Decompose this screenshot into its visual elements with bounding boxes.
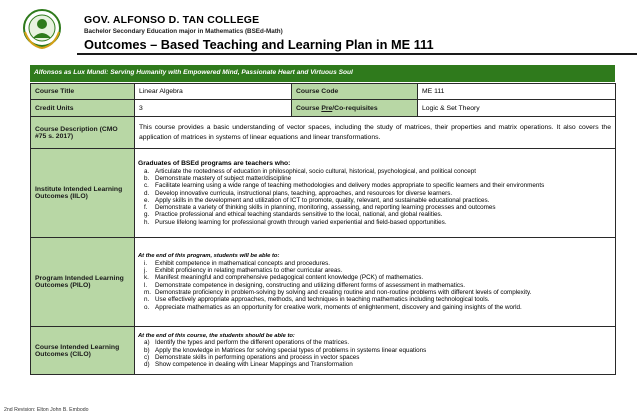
- course-code-label: Course Code: [292, 84, 418, 100]
- pilo-item-marker: m.: [144, 288, 151, 296]
- cilo-item-marker: d): [144, 361, 150, 369]
- pilo-row: [31, 238, 616, 327]
- iilo-lead: Graduates of BSEd programs are teachers who:: [138, 159, 291, 167]
- iilo-item-text: Develop innovative curricula, instructional plans, teaching, approaches, and resources for diverse learners.: [155, 189, 453, 197]
- credit-units-value: 3: [135, 100, 292, 117]
- pilo-item: [138, 304, 612, 311]
- course-description-value: This course provides a basic understanding of vector spaces, including the study of matrices, their properties and matrix operations. It also covers the application of matrices in systems of linear equations and linear transformations.: [135, 117, 616, 149]
- motto-banner: Alfonsos as Lux Mundi: Serving Humanity with Empowered Mind, Passionate Heart and Virtuous Soul: [30, 65, 615, 82]
- cilo-lead: At the end of this course, the students should be able to:: [138, 332, 295, 339]
- iilo-item-text: Facilitate learning using a wide range of teaching methodologies and delivery modes appropriate to specific learners and their environments: [155, 182, 545, 190]
- iilo-item: [138, 190, 612, 197]
- college-seal-icon: [22, 8, 62, 50]
- page-title: Outcomes – Based Teaching and Learning Plan in ME 111: [84, 37, 434, 52]
- cilo-item-marker: a): [144, 339, 150, 347]
- course-title-label: Course Title: [31, 84, 135, 100]
- cilo-item-marker: c): [144, 353, 150, 361]
- course-description-row: [31, 117, 616, 149]
- iilo-row: [31, 149, 616, 238]
- iilo-item-text: Demonstrate mastery of subject matter/discipline: [155, 174, 292, 182]
- iilo-list: [138, 168, 612, 226]
- pilo-item-text: Manifest meaningful and comprehensive pedagogical content knowledge (PCK) of mathematics.: [155, 274, 424, 282]
- credit-units-row: [31, 100, 616, 117]
- pilo-item-marker: o.: [144, 303, 150, 311]
- iilo-item-marker: c.: [144, 182, 149, 190]
- iilo-item-marker: f.: [144, 204, 148, 212]
- title-divider: [77, 53, 637, 55]
- pilo-lead: At the end of this program, students will be able to:: [138, 253, 280, 260]
- college-name: GOV. ALFONSO D. TAN COLLEGE: [84, 14, 260, 26]
- pilo-label: Program Intended Learning Outcomes (PILO): [31, 238, 135, 327]
- iilo-item-text: Pursue lifelong learning for professional growth through varied experiential and field-based opportunities.: [155, 218, 447, 226]
- pilo-item-marker: n.: [144, 296, 150, 304]
- iilo-item: [138, 197, 612, 204]
- pilo-item-text: Use effectively appropriate approaches, methods, and techniques in teaching mathematics including technological tools.: [155, 296, 490, 304]
- iilo-item-text: Demonstrate a variety of thinking skills in planning, monitoring, assessing, and reporting learning processes and outcomes: [155, 204, 496, 212]
- program-name: Bachelor Secondary Education major in Mathematics (BSEd-Math): [84, 28, 283, 35]
- iilo-item: [138, 211, 612, 218]
- pilo-item: [138, 296, 612, 303]
- iilo-item-marker: h.: [144, 218, 150, 226]
- course-info-table: [30, 83, 616, 375]
- cilo-item-text: Identify the types and perform the different operations of the matrices.: [155, 339, 350, 347]
- cilo-item: [138, 361, 612, 368]
- course-title-row: [31, 84, 616, 100]
- pilo-item-text: Exhibit proficiency in relating mathematics to other curricular areas.: [155, 267, 343, 275]
- pilo-item: [138, 260, 612, 267]
- pilo-item-marker: j.: [144, 267, 148, 275]
- pilo-item-marker: l.: [144, 281, 148, 289]
- pilo-item-text: Appreciate mathematics as an opportunity for creative work, moments of enlightenment, discovery and gaining insights of the world.: [155, 303, 522, 311]
- iilo-item-marker: a.: [144, 167, 150, 175]
- iilo-item: [138, 219, 612, 226]
- pilo-item-text: Exhibit competence in mathematical concepts and procedures.: [155, 259, 331, 267]
- prerequisites-value: Logic & Set Theory: [418, 100, 616, 117]
- iilo-item: [138, 204, 612, 211]
- cilo-item: [138, 339, 612, 346]
- course-title-value: Linear Algebra: [135, 84, 292, 100]
- cilo-item-text: Demonstrate skills in performing operations and process in vector spaces: [155, 353, 360, 361]
- iilo-item-marker: b.: [144, 174, 150, 182]
- pilo-item-text: Demonstrate competence in designing, constructing and utilizing different forms of assessment in mathematics.: [155, 281, 465, 289]
- cilo-item-marker: b): [144, 346, 150, 354]
- iilo-item-text: Articulate the rootedness of education in philosophical, socio cultural, historical, psychological, and political concept: [155, 167, 476, 175]
- course-code-value: ME 111: [418, 84, 616, 100]
- cilo-item-text: Show competence in dealing with Linear Mappings and Transformation: [155, 361, 353, 369]
- iilo-item-marker: g.: [144, 211, 150, 219]
- cilo-item: [138, 354, 612, 361]
- cilo-list: [138, 339, 612, 368]
- cilo-label: Course Intended Learning Outcomes (CILO): [31, 327, 135, 375]
- iilo-item: [138, 182, 612, 189]
- pilo-item-text: Demonstrate proficiency in problem-solving by solving and creating routine and non-routine problems with different levels of complexity.: [155, 288, 532, 296]
- cilo-content: [135, 327, 616, 375]
- iilo-item-text: Apply skills in the development and utilization of ICT to promote, quality, relevant, and sustainable educational practices.: [155, 196, 490, 204]
- iilo-label: Institute Intended Learning Outcomes (IILO): [31, 149, 135, 238]
- pilo-item-marker: k.: [144, 274, 149, 282]
- iilo-item-marker: d.: [144, 189, 150, 197]
- prerequisites-label: Course Pre/Co-requisites: [292, 100, 418, 117]
- iilo-item: [138, 175, 612, 182]
- iilo-content: [135, 149, 616, 238]
- pilo-item: [138, 282, 612, 289]
- pilo-list: [138, 260, 612, 311]
- pilo-item: [138, 267, 612, 274]
- pilo-item-marker: i.: [144, 259, 148, 267]
- cilo-item: [138, 347, 612, 354]
- iilo-item-marker: e.: [144, 196, 150, 204]
- cilo-item-text: Apply the knowledge in Matrices for solving special types of problems in systems linear equations: [155, 346, 427, 354]
- iilo-item: [138, 168, 612, 175]
- revision-note: 2nd Revision: Elton John B. Embodo: [4, 407, 89, 413]
- pilo-content: [135, 238, 616, 327]
- course-description-label: Course Description (CMO #75 s. 2017): [31, 117, 135, 149]
- page-header: [22, 8, 622, 64]
- iilo-item-text: Practice professional and ethical teaching standards sensitive to the local, national, and global realities.: [155, 211, 443, 219]
- cilo-row: [31, 327, 616, 375]
- pilo-item: [138, 274, 612, 281]
- credit-units-label: Credit Units: [31, 100, 135, 117]
- pilo-item: [138, 289, 612, 296]
